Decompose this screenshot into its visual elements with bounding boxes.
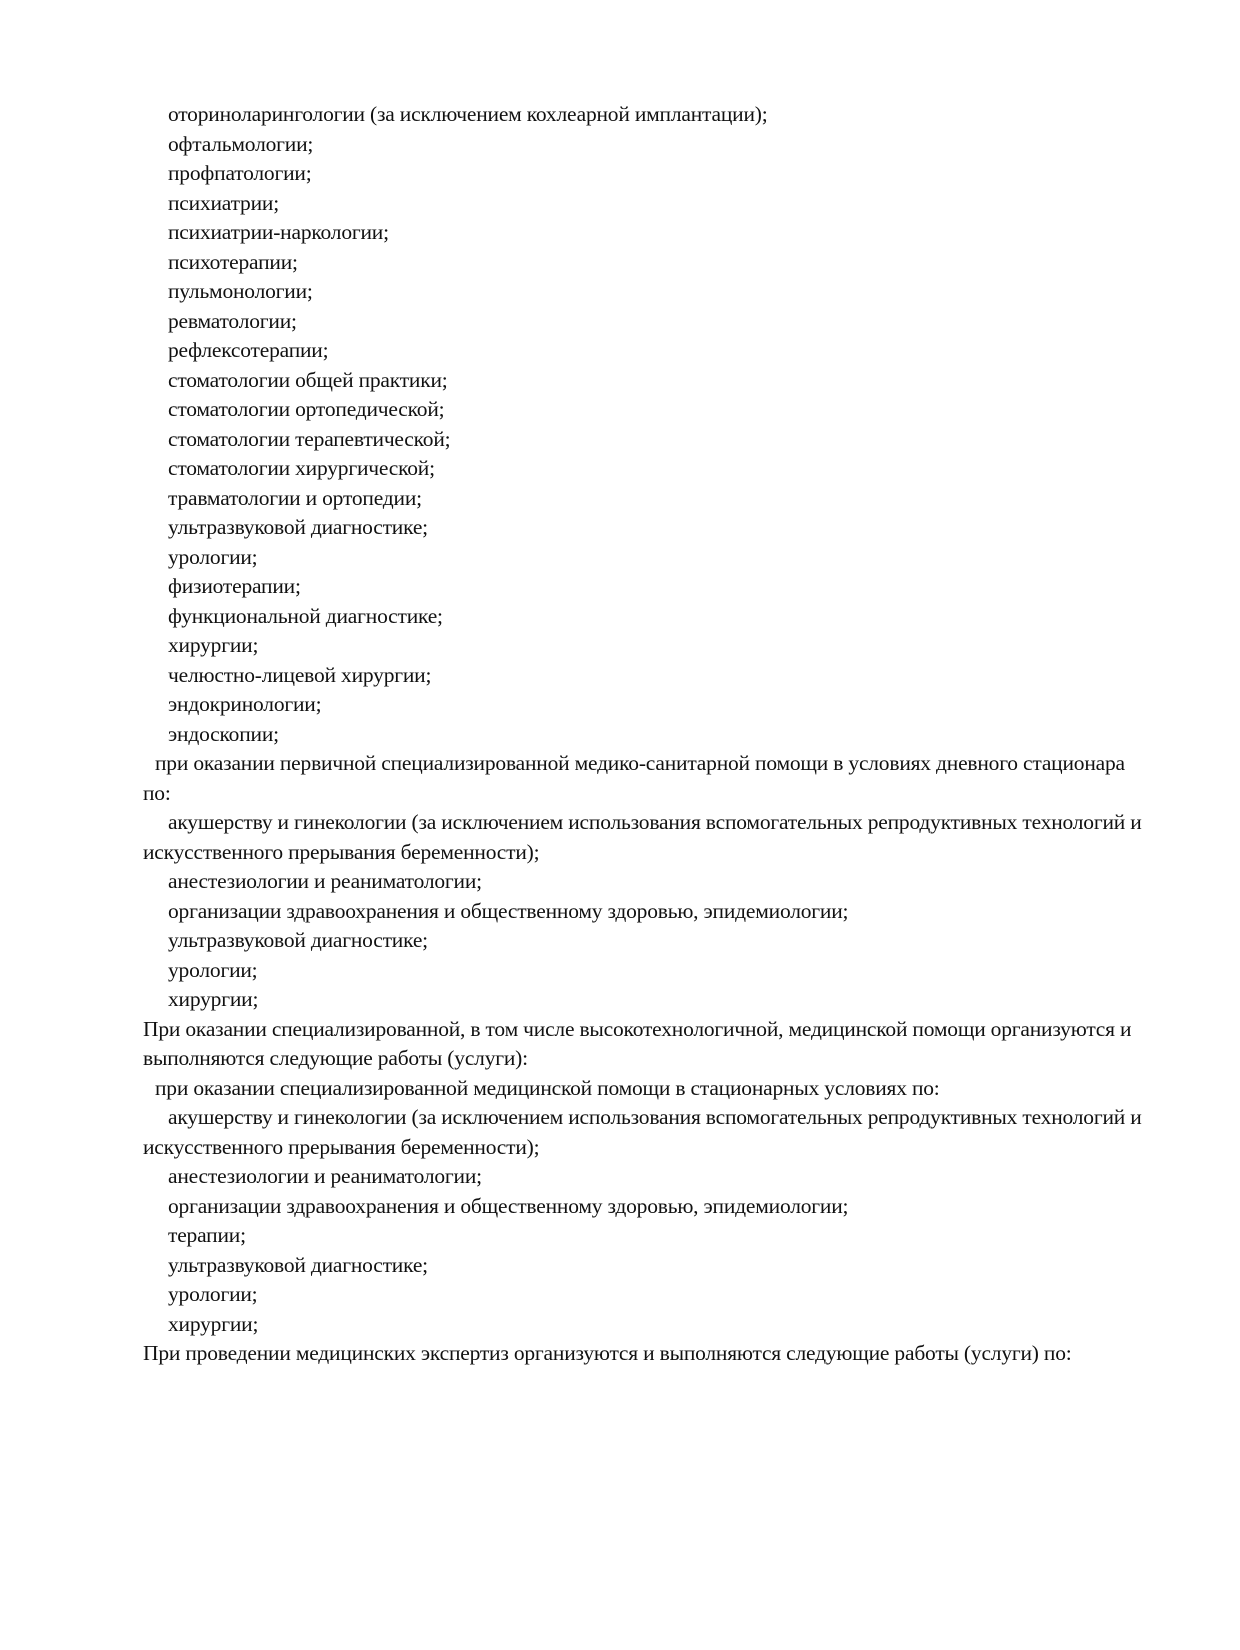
- list-item: организации здравоохранения и общественному здоровью, эпидемиологии;: [168, 1193, 849, 1218]
- list-item: оториноларингологии (за исключением кохлеарной имплантации);: [168, 102, 768, 126]
- list-item: урологии;: [168, 1282, 258, 1306]
- list-item: рефлексотерапии;: [168, 338, 329, 362]
- section-heading: При проведении медицинских экспертиз организуются и выполняются следующие работы (услуги) по:: [143, 1341, 1072, 1365]
- list-item: акушерству и гинекологии (за исключением использования вспомогательных репродуктивных технологий и искусственного прерывания беременности);: [143, 810, 1142, 864]
- list-item: терапии;: [168, 1223, 246, 1247]
- list-item: функциональной диагностике;: [168, 603, 443, 628]
- list-item: эндоскопии;: [168, 721, 279, 746]
- list-item: челюстно-лицевой хирургии;: [168, 662, 432, 687]
- list-item: офтальмологии;: [168, 131, 314, 156]
- list-item: анестезиологии и реаниматологии;: [168, 1164, 482, 1188]
- list-item: хирургии;: [168, 987, 259, 1011]
- list-item: акушерству и гинекологии (за исключением использования вспомогательных репродуктивных технологий и искусственного прерывания беременности);: [143, 1105, 1142, 1159]
- section-heading: При оказании специализированной, в том числе высокотехнологичной, медицинской помощи организуются и выполняются следующие работы (услуги):: [143, 1016, 1132, 1070]
- list-item: урологии;: [168, 544, 258, 569]
- list-item: ультразвуковой диагностике;: [168, 928, 428, 952]
- list-item: стоматологии ортопедической;: [168, 397, 445, 421]
- list-item: профпатологии;: [168, 161, 312, 185]
- list-item: стоматологии терапевтической;: [168, 426, 451, 451]
- list-item: организации здравоохранения и общественному здоровью, эпидемиологии;: [168, 898, 849, 923]
- list-item: урологии;: [168, 957, 258, 982]
- document-page: [143, 100, 1143, 1369]
- list-item: ультразвуковой диагностике;: [168, 1252, 428, 1277]
- list-item: ревматологии;: [168, 308, 297, 333]
- list-item: ультразвуковой диагностике;: [168, 515, 428, 539]
- list-item: психотерапии;: [168, 249, 298, 274]
- list-item: пульмонологии;: [168, 279, 313, 303]
- list-item: физиотерапии;: [168, 574, 301, 598]
- list-item: эндокринологии;: [168, 692, 322, 716]
- list-item: стоматологии хирургической;: [168, 456, 435, 480]
- list-item: психиатрии;: [168, 190, 279, 215]
- section-subheading: при оказании специализированной медицинской помощи в стационарных условиях по:: [155, 1075, 940, 1100]
- list-item: травматологии и ортопедии;: [168, 485, 422, 510]
- list-item: хирургии;: [168, 1311, 259, 1336]
- list-item: хирургии;: [168, 633, 259, 657]
- list-item: психиатрии-наркологии;: [168, 220, 389, 244]
- section-subheading: при оказании первичной специализированной медико-санитарной помощи в условиях дневного стационара по:: [143, 751, 1125, 805]
- list-item: стоматологии общей практики;: [168, 367, 448, 392]
- list-item: анестезиологии и реаниматологии;: [168, 869, 482, 893]
